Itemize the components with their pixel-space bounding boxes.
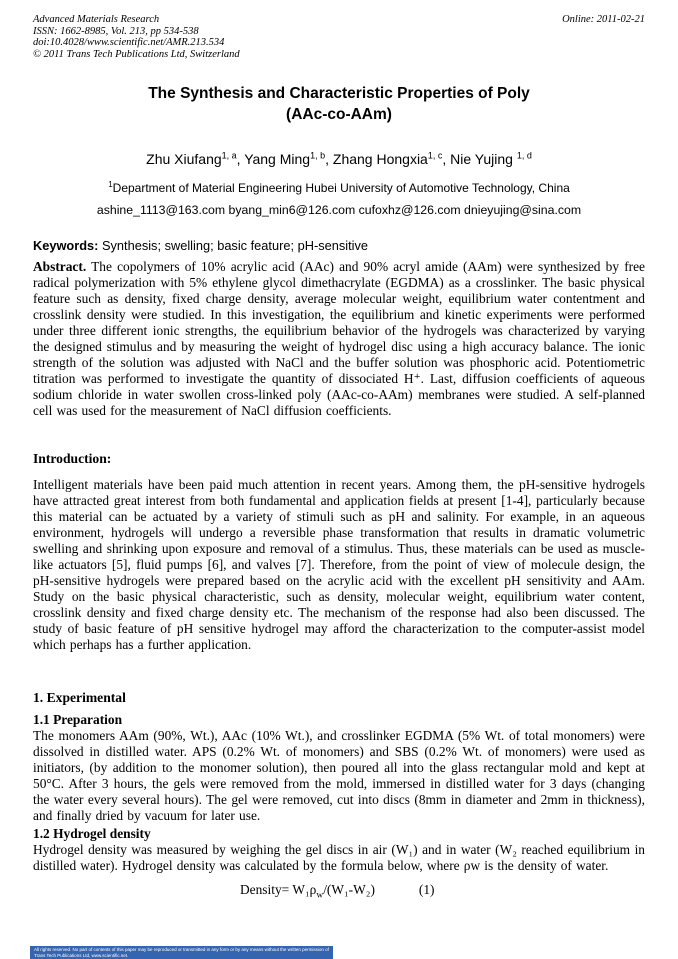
equation-1 <box>33 882 645 904</box>
paper-title <box>33 83 645 125</box>
preparation-heading: 1.1 Preparation <box>33 712 123 728</box>
paper-title-line1: The Synthesis and Characteristic Properties of Poly <box>148 85 530 103</box>
paper-title-line2: (AAc-co-AAm) <box>286 106 392 124</box>
abstract-paragraph <box>33 259 645 419</box>
hydrogel-density-heading: 1.2 Hydrogel density <box>33 826 151 842</box>
author-name: Nie Yujing <box>450 151 517 168</box>
experimental-heading: 1. Experimental <box>33 690 126 706</box>
hydrogel-density-paragraph: Hydrogel density was measured by weighing the gel discs in air (W₁) and in water (W₂ reached equilibrium in distilled water). Hydrogel density was calculated by the formula below, where ρw is the density of water. <box>33 842 645 874</box>
authors-line <box>33 146 645 168</box>
author-separator: , <box>236 151 245 168</box>
author-affil-mark: 1, d <box>516 150 532 161</box>
abstract-text: The copolymers of 10% acrylic acid (AAc) and 90% acryl amide (AAm) were synthesized by free radical polymerization with 5% ethylene glycol dimethacrylate (EGDMA) as a crosslinker. The basic physical feature such as density, fixed charge density, average molecular weight, equilibrium water contentment and crosslink density were studied. In this investigation, the equilibrium and kinetic experiments were performed under three different ionic strengths, the equilibrium behavior of the hydrogels was characterized by varying the designed stimulus and by measuring the weight of hydrogel disc using a high accuracy balance. The ionic strength of the solution was adjusted with NaCl and the buffer solution was phosphoric acid. Potentiometric titration was performed to investigate the quantity of dissociated H⁺. Last, diffusion coefficients of aqueous sodium chloride in water swollen cross-linked poly (AAc-co-AAm) membranes were studied. A self-planned cell was used for the measurement of NaCl diffusion coefficients. <box>33 259 645 419</box>
introduction-heading: Introduction: <box>33 451 112 467</box>
keywords-text: Synthesis; swelling; basic feature; pH-sensitive <box>98 238 368 254</box>
author-name: Zhang Hongxia <box>332 151 428 168</box>
equation-lhs: Density= W₁ρ <box>240 882 317 898</box>
equation-rhs: /(W₁-W₂) <box>323 882 375 898</box>
preparation-paragraph: The monomers AAm (90%, Wt.), AAc (10% Wt.), and crosslinker EGDMA (5% Wt. of total monomers) were dissolved in distilled water. APS (0.2% Wt. of monomers) and SBS (0.2% Wt. of monomers) were used as initiators, (by addition to the monomer solution), then poured all into the glass rectangular mold and kept at 50°C. After 3 hours, the gels were removed from the mold, immersed in distilled water for 3 days (changing the water every several hours). The gel were removed, cut into discs (8mm in diameter and 2mm in thickness), and finally dried by vacuum for later use. <box>33 728 645 824</box>
equation-number: (1) <box>418 882 435 898</box>
introduction-paragraph: Intelligent materials have been paid much attention in recent years. Among them, the pH-sensitive hydrogels have attracted great interest from both fundamental and application fields at present [1-4], particularly because this material can be actuated by a variety of stimuli such as pH and salinity. For example, in an aqueous environment, hydrogels will undergo a reversible phase transformation that results in dramatic volumetric swelling and shrinking upon exposure and removal of a stimulus. Thus, these materials can be used as muscle-like actuators [5], fluid pumps [6], and valves [7]. Therefore, from the point of view of molecule design, the pH-sensitive hydrogels were prepared based on the acrylic acid with the excellent pH sensitivity and AAm. Study on the basic physical characteristic, such as density, molecular weight, equilibrium water content, crosslink density and fixed charge density etc. The mechanism of the response had also been discussed. The study of basic feature of pH sensitive hydrogel may afford the characterization to the computer-assist model which perhaps has a further application. <box>33 477 645 653</box>
author <box>146 151 244 167</box>
author-separator: , <box>442 151 451 168</box>
author-affil-mark: 1, a <box>221 150 237 161</box>
affiliation-text: Department of Material Engineering Hubei University of Automotive Technology, China <box>112 181 570 196</box>
affiliation-line <box>33 177 645 196</box>
journal-name: Advanced Materials Research <box>33 14 160 25</box>
online-date: Online: 2011-02-21 <box>562 14 645 25</box>
author-name: Zhu Xiufang <box>146 151 222 168</box>
author-name: Yang Ming <box>244 151 311 168</box>
license-watermark-bar: All rights reserved. No part of contents of this paper may be reproduced or transmitted in any form or by any means without the written permission of Trans Tech Publications Ltd, www.scientific.net. <box>30 946 333 959</box>
affiliation-mark: 1 <box>108 180 113 190</box>
doi-line: doi:10.4028/www.scientific.net/AMR.213.534 <box>33 37 225 49</box>
journal-header <box>33 14 645 60</box>
copyright-line: © 2011 Trans Tech Publications Ltd, Switzerland <box>33 48 240 60</box>
issn-line: ISSN: 1662-8985, Vol. 213, pp 534-538 <box>33 25 199 37</box>
abstract-label: Abstract. <box>33 259 87 275</box>
equation-subscript: w <box>316 890 324 901</box>
keywords-line <box>33 238 645 254</box>
emails-line: ashine_1113@163.com byang_min6@126.com cufoxhz@126.com dnieyujing@sina.com <box>96 203 582 218</box>
author <box>244 151 333 167</box>
equation-expression <box>240 882 375 901</box>
journal-header-left <box>33 14 240 60</box>
author <box>450 151 532 167</box>
keywords-label: Keywords: <box>33 238 99 254</box>
author-affil-mark: 1, b <box>310 150 326 161</box>
author-affil-mark: 1, c <box>427 150 443 161</box>
author <box>333 151 450 167</box>
author-separator: , <box>325 151 333 168</box>
